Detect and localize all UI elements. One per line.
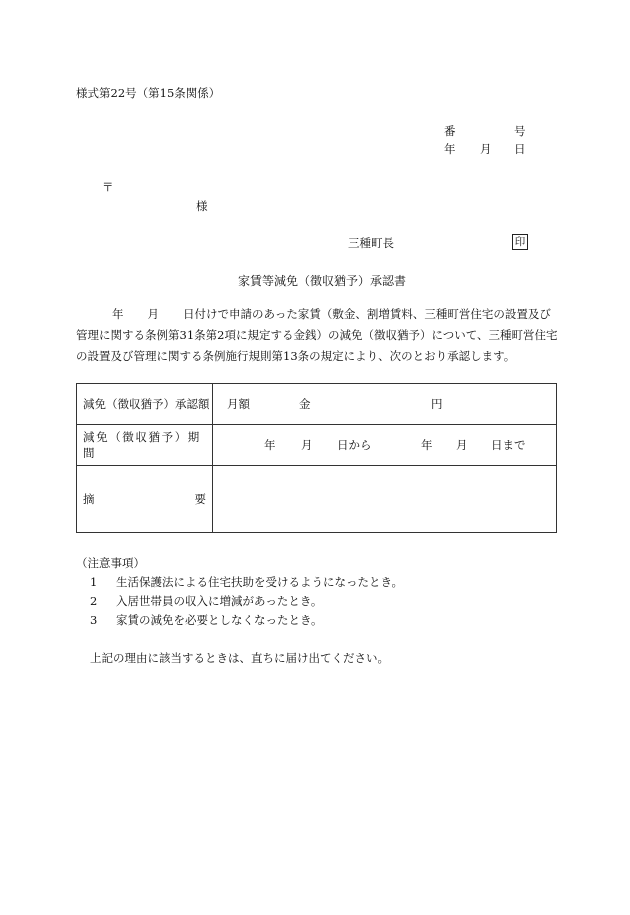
body-line-2: 管理に関する条例第31条第2項に規定する金銭）の減免（徴収猶予）について、三種町営住宅 — [76, 328, 558, 342]
summary-label — [77, 466, 213, 533]
summary-label-left: 摘 — [83, 492, 95, 506]
seal-stamp: 印 — [512, 234, 528, 250]
summary-cell — [213, 466, 557, 533]
note-num-1: 1 — [90, 575, 98, 589]
addressee-suffix: 様 — [196, 199, 208, 213]
amount-yen: 円 — [431, 397, 443, 411]
period-year-1: 年 — [264, 438, 276, 452]
summary-label-right: 要 — [194, 492, 206, 506]
notes-heading: （注意事項） — [76, 556, 145, 570]
date-month: 月 — [480, 142, 492, 156]
body-year: 年 — [112, 307, 124, 321]
date-day: 日 — [514, 142, 526, 156]
doc-number-go: 号 — [514, 124, 526, 138]
issuer-name: 三種町長 — [348, 236, 394, 250]
note-text-2: 入居世帯員の収入に増減があったとき。 — [116, 594, 323, 608]
table-row-summary — [77, 466, 557, 533]
approval-table — [76, 383, 557, 533]
amount-cell — [213, 384, 557, 425]
body-month: 月 — [147, 307, 159, 321]
table-row-amount — [77, 384, 557, 425]
form-number: 様式第22号（第15条関係） — [76, 86, 221, 100]
note-num-3: 3 — [90, 613, 98, 627]
note-num-2: 2 — [90, 594, 98, 608]
period-until: 日まで — [491, 438, 526, 452]
body-line-1-text: 日付けで申請のあった家賃（敷金、割増賃料、三種町営住宅の設置及び — [183, 307, 551, 321]
doc-number-ban: 番 — [444, 124, 456, 138]
period-from: 日から — [337, 438, 372, 452]
period-label: 減免（徴収猶予）期間 — [77, 425, 213, 466]
period-month-2: 月 — [456, 438, 468, 452]
period-cell — [213, 425, 557, 466]
body-paragraph — [76, 304, 556, 367]
body-line-3: の設置及び管理に関する条例施行規則第13条の規定により、次のとおり承認します。 — [76, 349, 516, 363]
document-title: 家賃等減免（徴収猶予）承認書 — [238, 274, 407, 288]
closing-note: 上記の理由に該当するときは、直ちに届け出てください。 — [90, 651, 389, 665]
note-text-1: 生活保護法による住宅扶助を受けるようになったとき。 — [116, 575, 404, 589]
table-row-period — [77, 425, 557, 466]
date-year: 年 — [444, 142, 456, 156]
body-line-1 — [76, 304, 556, 325]
amount-kin: 金 — [299, 397, 311, 411]
note-text-3: 家賃の減免を必要としなくなったとき。 — [116, 613, 323, 627]
amount-label: 減免（徴収猶予）承認額 — [77, 384, 213, 425]
period-month-1: 月 — [301, 438, 313, 452]
postal-mark: 〒 — [102, 180, 114, 194]
amount-monthly: 月額 — [227, 397, 250, 411]
period-year-2: 年 — [421, 438, 433, 452]
